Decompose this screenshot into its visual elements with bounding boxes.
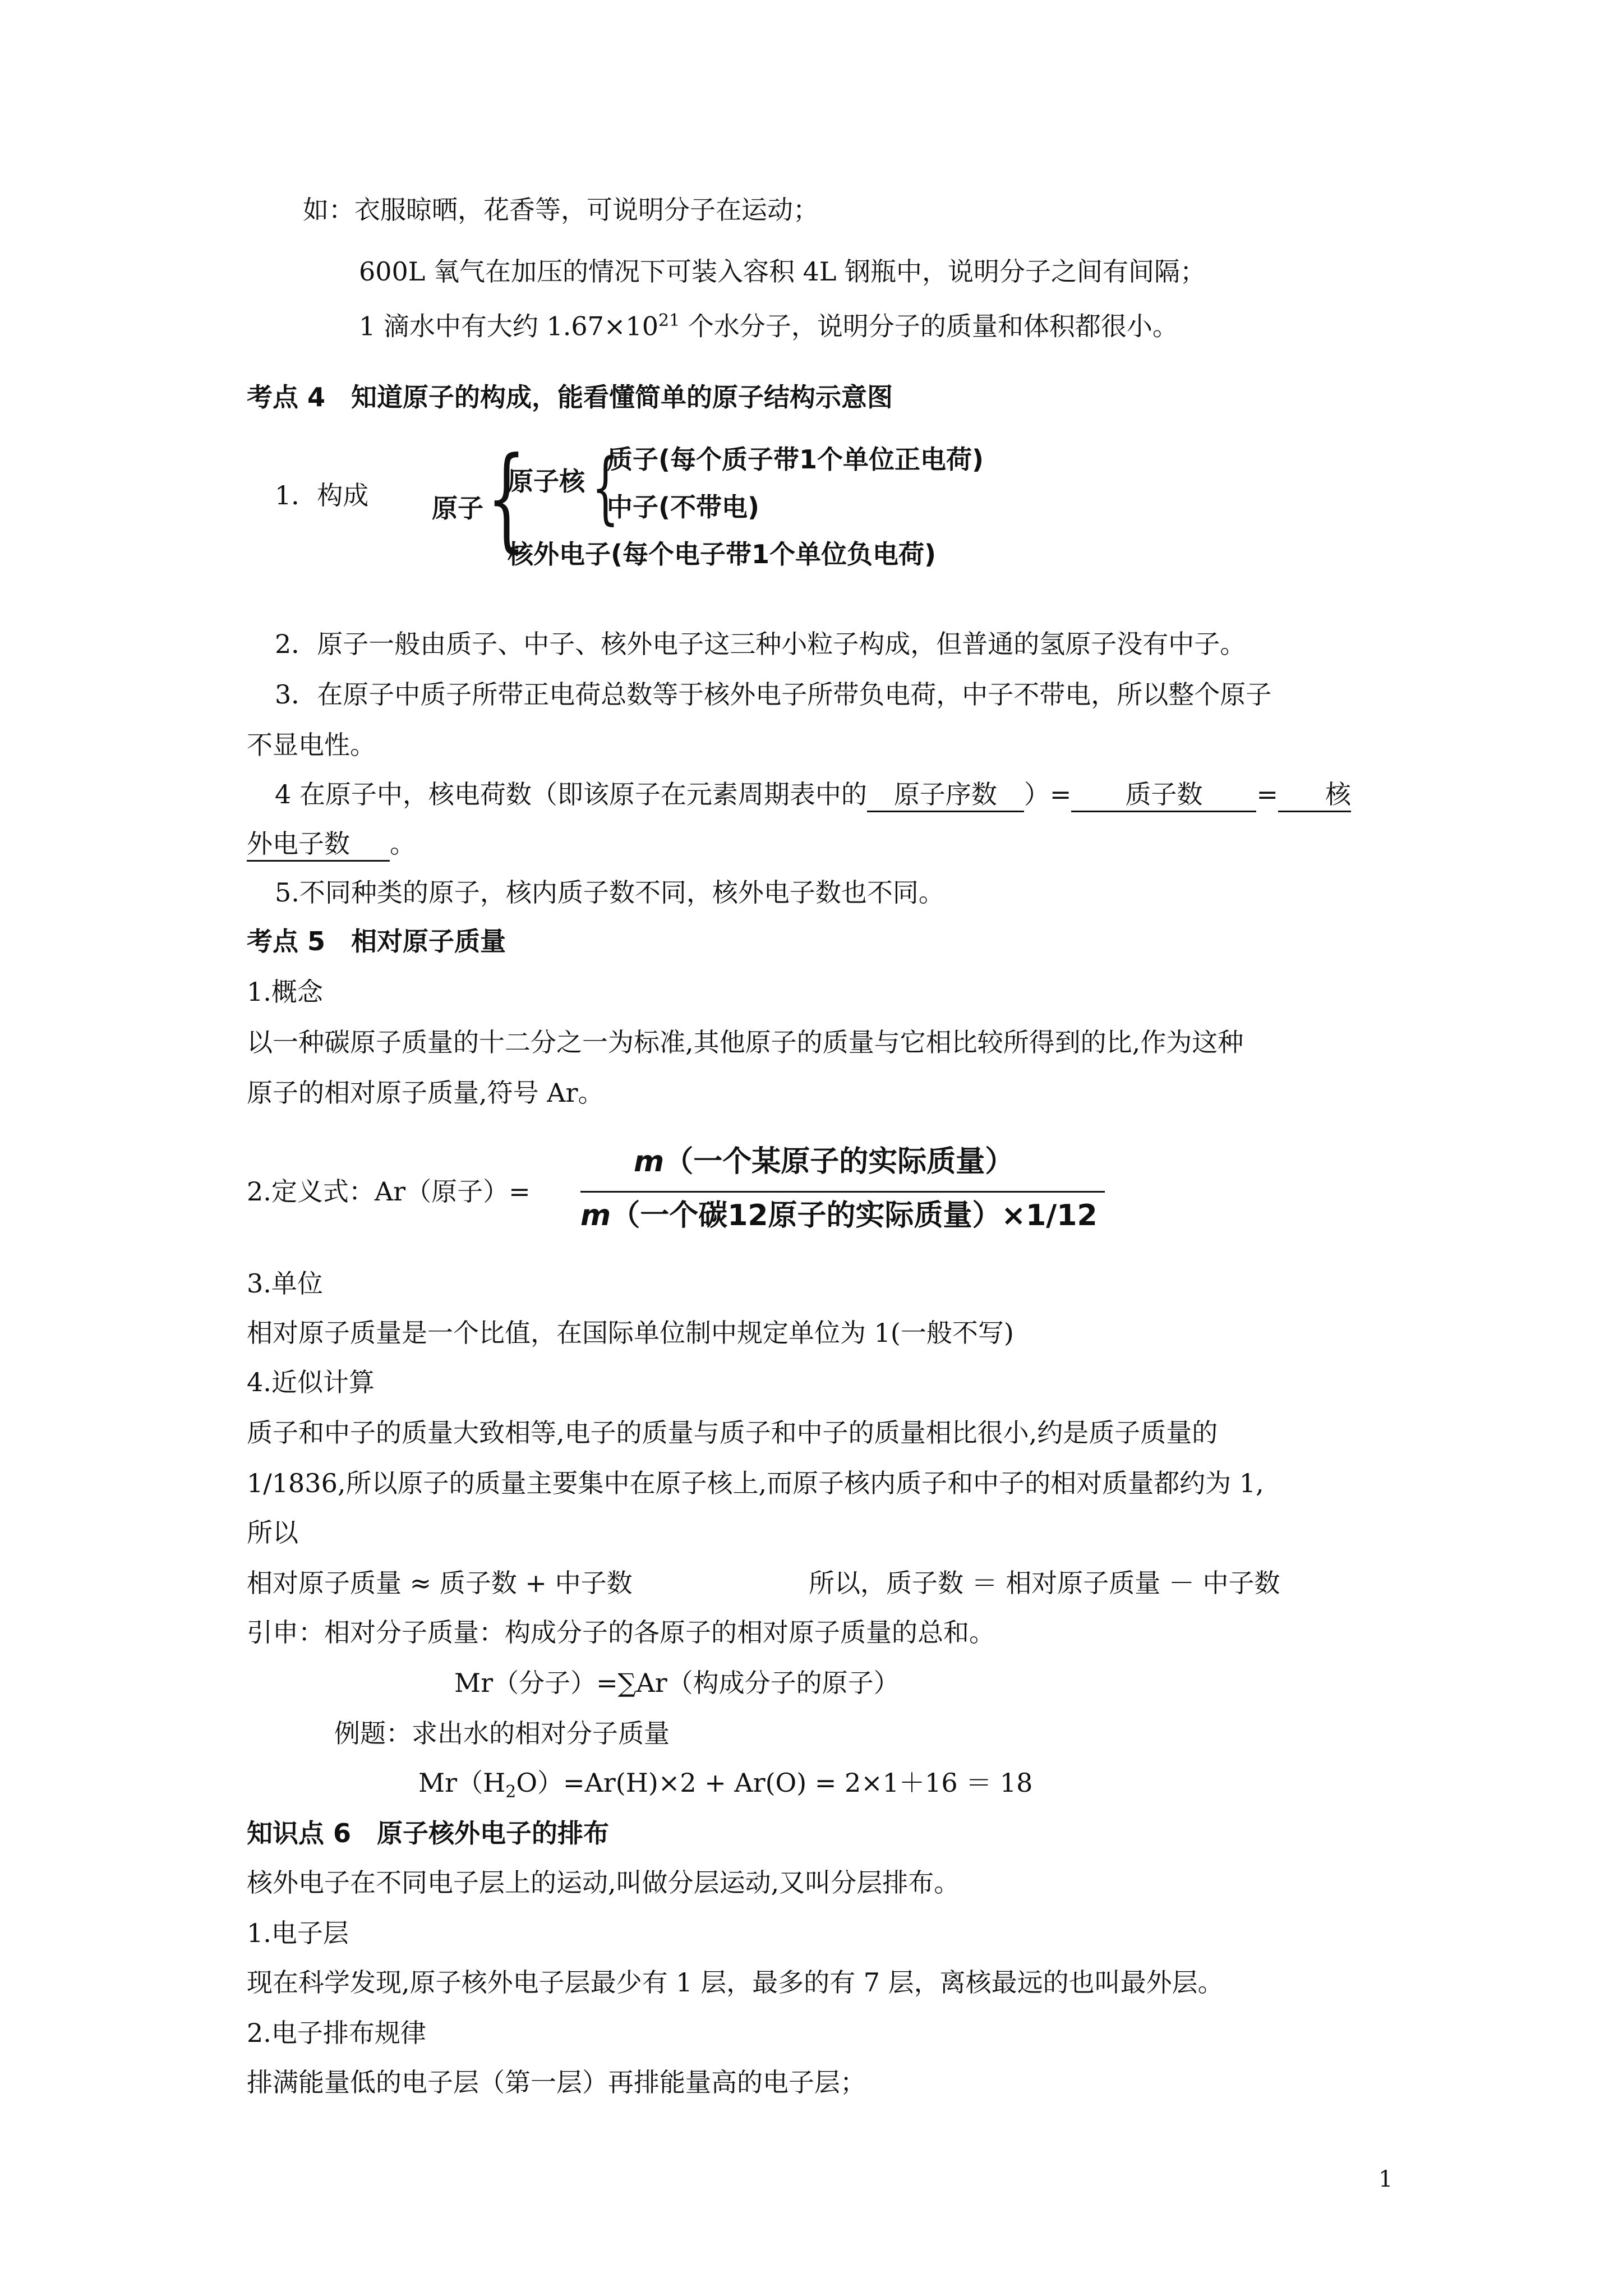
neutron-label: 中子(不带电) — [607, 492, 760, 522]
kp4-heading: 考点 4 知道原子的构成，能看懂简单的原子结构示意图 — [247, 382, 893, 412]
kp6-heading: 知识点 6 原子核外电子的排布 — [247, 1818, 610, 1848]
kp5-mr-formula: Mr（分子）=∑Ar（构成分子的原子） — [454, 1668, 900, 1698]
kp4-item4-line2: 外电子数 。 — [247, 829, 416, 862]
kp5-c1-text-b: 原子的相对原子质量,符号 Ar。 — [247, 1078, 604, 1108]
kp5-c4-text-b: 1/1836,所以原子的质量主要集中在原子核上,而原子核内质子和中子的相对质量都约为 1, — [247, 1468, 1264, 1498]
kp5-c4-text-c: 所以 — [247, 1517, 298, 1548]
example-gap: 600L 氧气在加压的情况下可装入容积 4L 钢瓶中，说明分子之间有间隔； — [359, 256, 1206, 287]
kp6-intro: 核外电子在不同电子层上的运动,叫做分层运动,又叫分层排布。 — [247, 1867, 960, 1898]
kp4-item1-label: 1．构成 — [275, 480, 369, 510]
kp4-item5: 5.不同种类的原子，核内质子数不同，核外电子数也不同。 — [275, 877, 944, 908]
proton-label: 质子(每个质子带1个单位正电荷) — [607, 444, 984, 475]
blank-electron-number-b: 外电子数 — [247, 829, 390, 862]
kp6-e2-title: 2.电子排布规律 — [247, 2018, 426, 2048]
kp5-c1-title: 1.概念 — [247, 977, 323, 1007]
kp5-heading: 考点 5 相对原子质量 — [247, 926, 506, 956]
kp4-item3b: 不显电性。 — [247, 730, 376, 760]
kp5-c4-formula2: 所以，质子数 ＝ 相对原子质量 － 中子数 — [809, 1568, 1280, 1598]
formula-denominator: m（一个碳12原子的实际质量）×1/12 — [580, 1199, 1098, 1232]
big-brace-icon: { — [487, 433, 526, 564]
kp4-item2: 2．原子一般由质子、中子、核外电子这三种小粒子构成，但普通的氢原子没有中子。 — [275, 629, 1246, 659]
blank-electron-number-a: 核 — [1278, 780, 1351, 812]
kp5-c1-text-a: 以一种碳原子质量的十二分之一为标准,其他原子的质量与它相比较所得到的比,作为这种 — [247, 1027, 1244, 1057]
kp5-extension: 引申：相对分子质量：构成分子的各原子的相对原子质量的总和。 — [247, 1617, 995, 1648]
formula-numerator: m（一个某原子的实际质量） — [634, 1145, 1015, 1179]
kp6-e1-title: 1.电子层 — [247, 1918, 349, 1948]
example-small: 1 滴水中有大约 $1.67\times 10^{21}$ 个水分子，说明分子的质量和体积都很小。 — [359, 311, 1178, 342]
kp4-item4-line1: 4 在原子中，核电荷数（即该原子在元素周期表中的 原子序数 ）= 质子数 = 核 — [275, 780, 1351, 812]
atom-label: 原子 — [432, 493, 483, 523]
kp5-c4-formula1: 相对原子质量 ≈ 质子数 + 中子数 — [247, 1568, 633, 1598]
kp5-example-title: 例题：求出水的相对分子质量 — [334, 1718, 670, 1749]
electron-label: 核外电子(每个电子带1个单位负电荷) — [508, 539, 937, 569]
kp4-item3a: 3．在原子中质子所带正电荷总数等于核外电子所带负电荷，中子不带电，所以整个原子 — [275, 679, 1272, 710]
blank-atomic-number: 原子序数 — [867, 780, 1024, 812]
kp5-c4-text-a: 质子和中子的质量大致相等,电子的质量与质子和中子的质量相比很小,约是质子质量的 — [247, 1418, 1218, 1448]
formula-label: 2.定义式：Ar（原子）= — [247, 1176, 531, 1207]
kp6-e2-text: 排满能量低的电子层（第一层）再排能量高的电子层； — [247, 2067, 866, 2097]
blank-proton-number: 质子数 — [1071, 780, 1256, 812]
kp5-example-calc: $Mr(H_2O)=Ar(H)\times 2 + Ar(O) = 2\times 1+16 = 18$ — [418, 1768, 1033, 1802]
kp5-c4-title: 4.近似计算 — [247, 1367, 375, 1397]
kp6-e1-text: 现在科学发现,原子核外电子层最少有 1 层，最多的有 7 层，离核最远的也叫最外层。 — [247, 1967, 1224, 1998]
kp5-c3-title: 3.单位 — [247, 1268, 323, 1299]
nucleus-label: 原子核 — [508, 466, 585, 496]
kp5-c3-text: 相对原子质量是一个比值，在国际单位制中规定单位为 1(一般不写) — [247, 1318, 1014, 1348]
example-motion: 如：衣服晾晒，花香等，可说明分子在运动； — [303, 195, 819, 225]
small-brace-icon: { — [592, 442, 619, 533]
fraction-bar — [580, 1191, 1105, 1193]
page-number: 1 — [1378, 2166, 1393, 2192]
